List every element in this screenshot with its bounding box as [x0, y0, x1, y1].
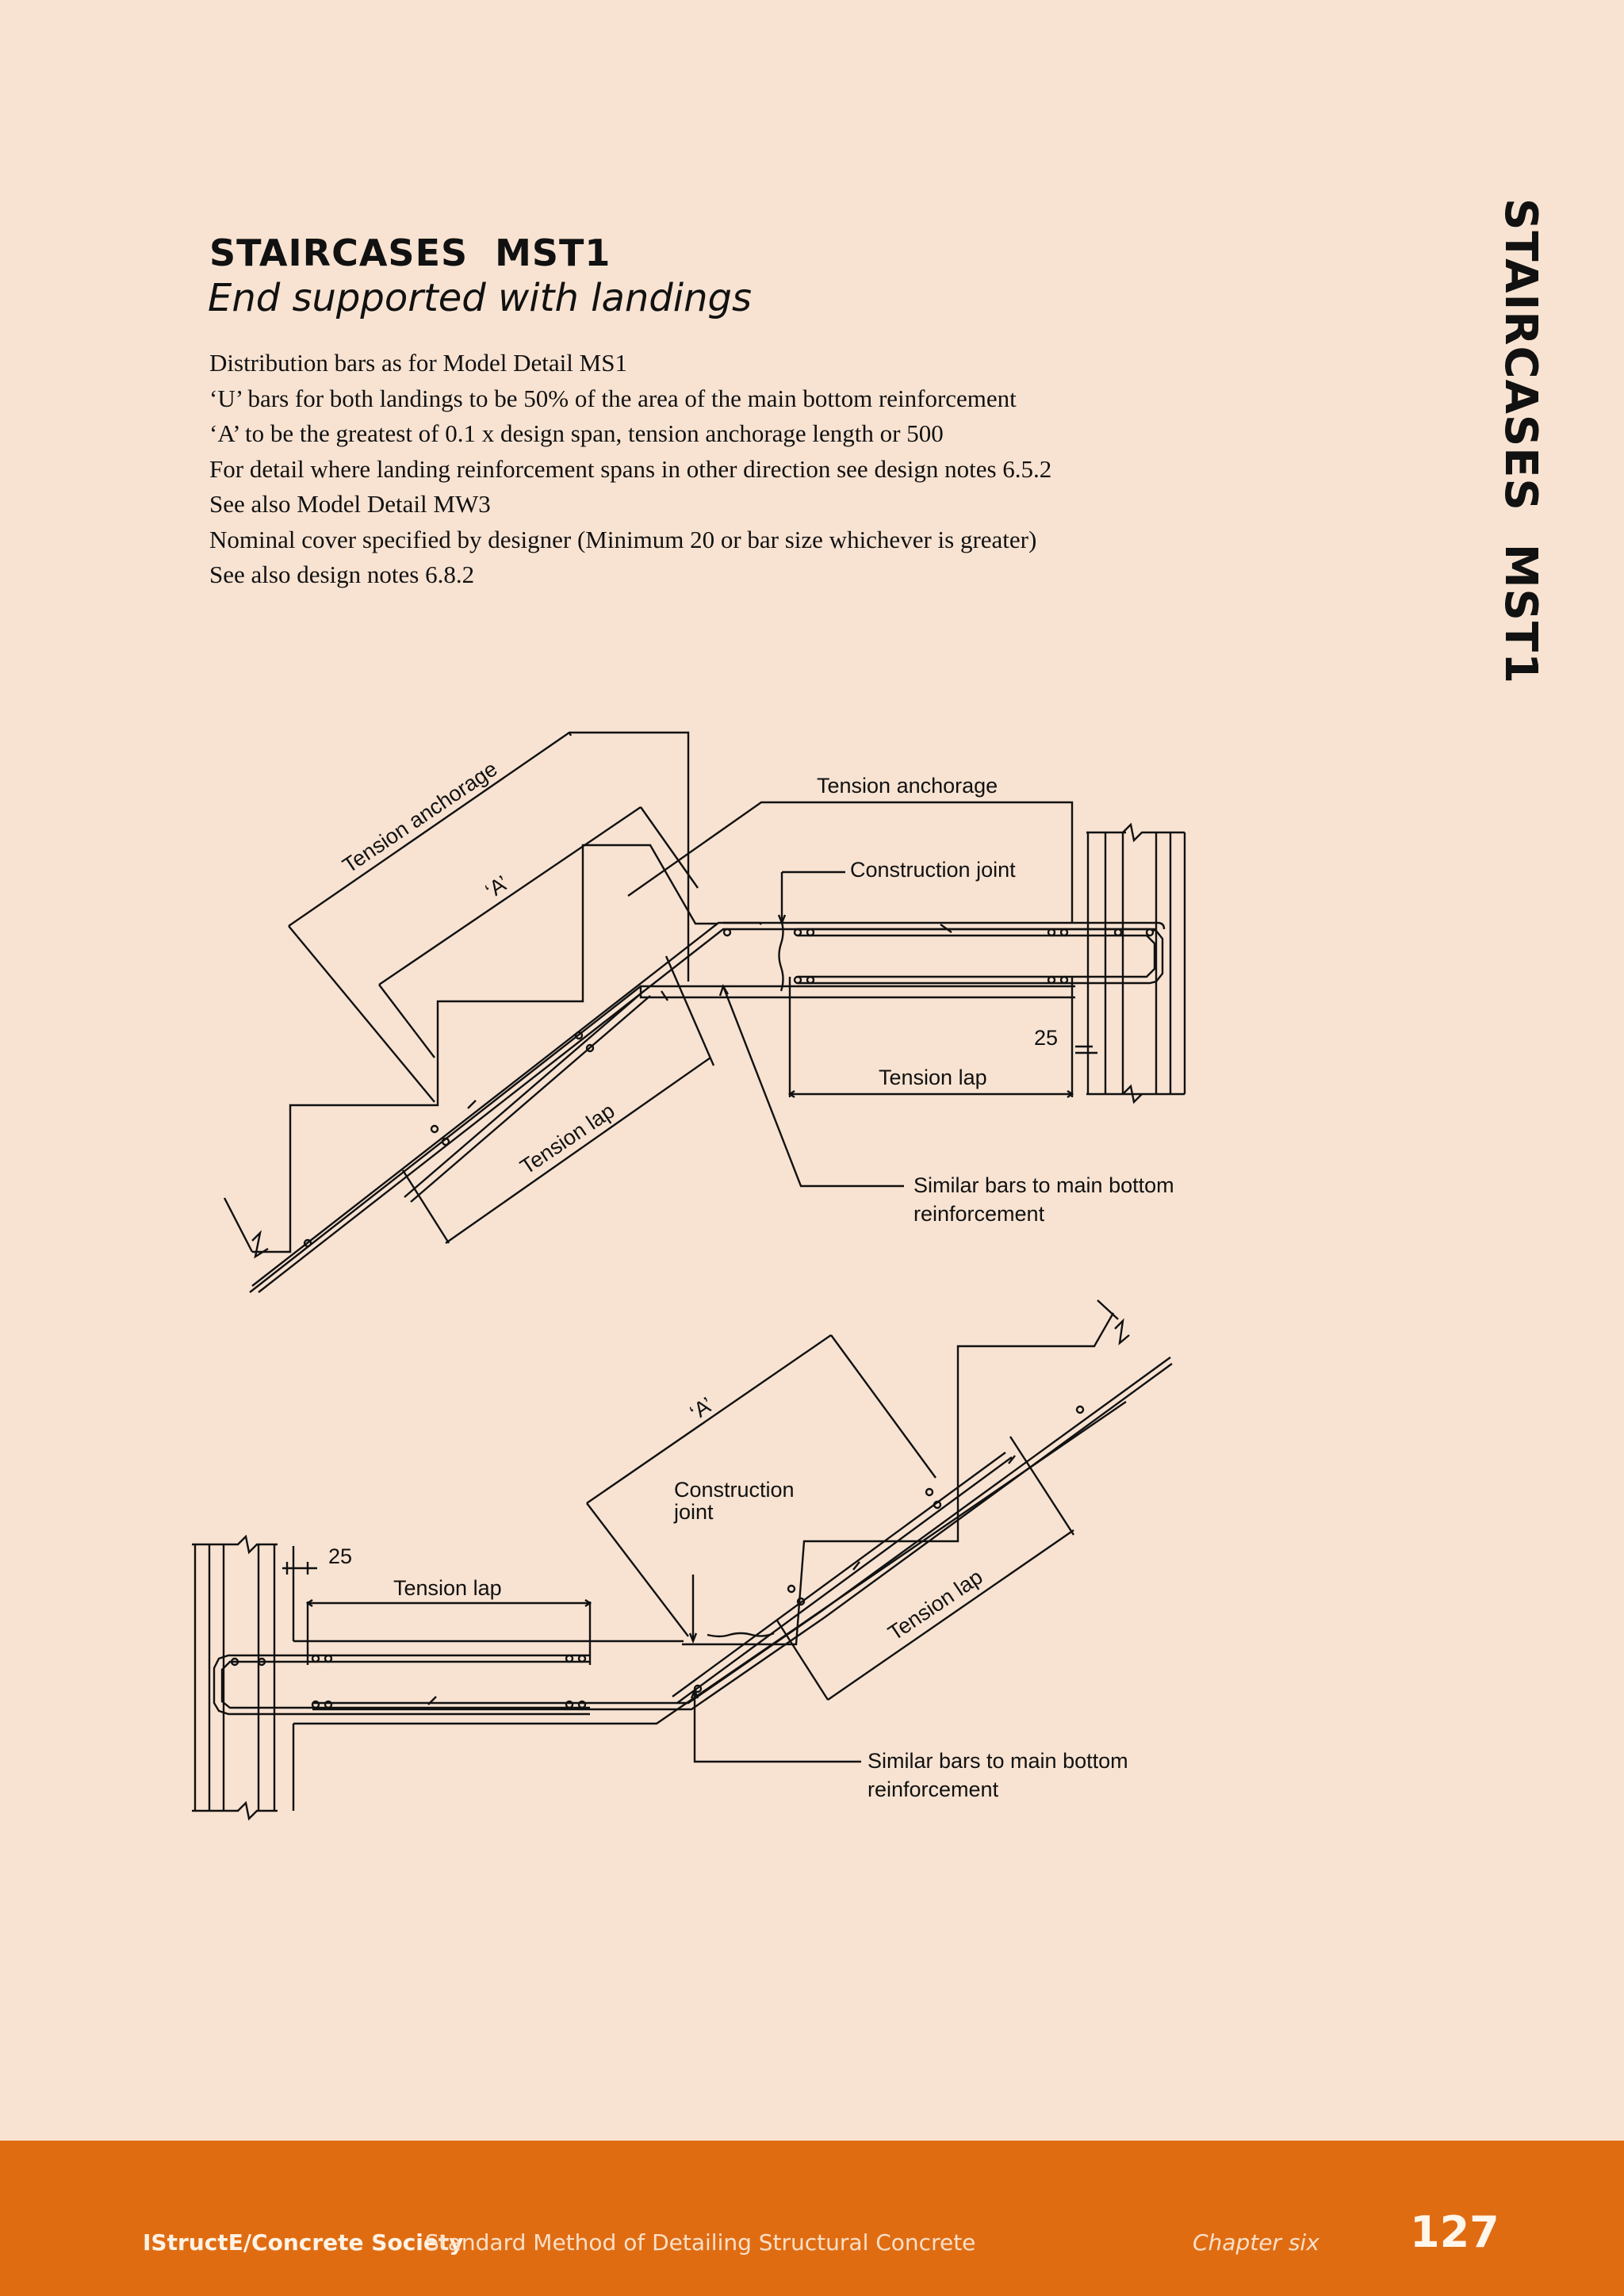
- note-item: For detail where landing reinforcement spans in other direction see design notes 6.5.2: [209, 454, 1052, 483]
- page-title: STAIRCASES MST1: [209, 232, 611, 274]
- break-mark: [252, 1233, 268, 1257]
- u-bar: [798, 929, 1162, 983]
- footer-chapter: Chapter six: [1193, 2229, 1320, 2256]
- label-similar-bars-top-2: reinforcement: [914, 1202, 1045, 1226]
- support-wall: [1088, 832, 1185, 1094]
- label-tension-lap-bottom: Tension lap: [393, 1576, 502, 1600]
- note-item: ‘U’ bars for both landings to be 50% of the area of the main bottom reinforcement: [209, 384, 1017, 412]
- label-a-top: ‘A’: [481, 871, 513, 903]
- dim-tension-lap-diag-2: [777, 1437, 1074, 1700]
- footer-organisation: IStructE/Concrete Society: [143, 2229, 464, 2256]
- stair-outline-top: [224, 845, 718, 1252]
- main-bottom-bar-2: [312, 1357, 1170, 1703]
- page-footer: [0, 2141, 1624, 2296]
- page-number: 127: [1410, 2207, 1500, 2257]
- label-a-bottom: ‘A’: [685, 1392, 718, 1425]
- page-subtitle: End supported with landings: [208, 276, 752, 320]
- label-dim-25-bottom: 25: [328, 1544, 353, 1568]
- label-similar-bars-top-1: Similar bars to main bottom: [914, 1173, 1174, 1197]
- label-tension-lap-top: Tension lap: [879, 1066, 987, 1089]
- label-tension-lap-diag-top: Tension lap: [515, 1098, 619, 1179]
- leader-similar-bars-bottom: [695, 1690, 861, 1762]
- u-bar-2: [214, 1655, 590, 1714]
- label-construction-joint-top: Construction joint: [850, 858, 1016, 882]
- soffit-line: [250, 986, 1075, 1292]
- construction-joint-mark: [779, 920, 783, 991]
- label-tension-anchorage-left: Tension anchorage: [338, 756, 502, 878]
- note-item: ‘A’ to be the greatest of 0.1 x design span, tension anchorage length or 500: [209, 419, 944, 447]
- label-similar-bars-bottom-1: Similar bars to main bottom: [868, 1749, 1128, 1773]
- label-dim-25-top: 25: [1034, 1026, 1059, 1050]
- label-tension-lap-diag-bottom: Tension lap: [883, 1564, 987, 1645]
- leader-similar-bars-top: [723, 986, 904, 1186]
- slab-edge: [641, 986, 1075, 997]
- note-item: Distribution bars as for Model Detail MS1: [209, 349, 627, 377]
- label-construction-joint-bottom-2: joint: [674, 1500, 714, 1524]
- support-wall-2: [195, 1544, 274, 1811]
- label-similar-bars-bottom-2: reinforcement: [868, 1777, 999, 1801]
- note-item: Nominal cover specified by designer (Minimum 20 or bar size whichever is greater): [209, 525, 1037, 553]
- label-construction-joint-bottom-1: Construction: [674, 1478, 795, 1502]
- note-item: See also Model Detail MW3: [209, 490, 491, 518]
- note-item: See also design notes 6.8.2: [209, 561, 475, 588]
- footer-publication: Standard Method of Detailing Structural Concrete: [425, 2229, 976, 2256]
- side-section-title: STAIRCASES MST1: [1495, 198, 1546, 685]
- label-tension-anchorage-right: Tension anchorage: [817, 774, 998, 798]
